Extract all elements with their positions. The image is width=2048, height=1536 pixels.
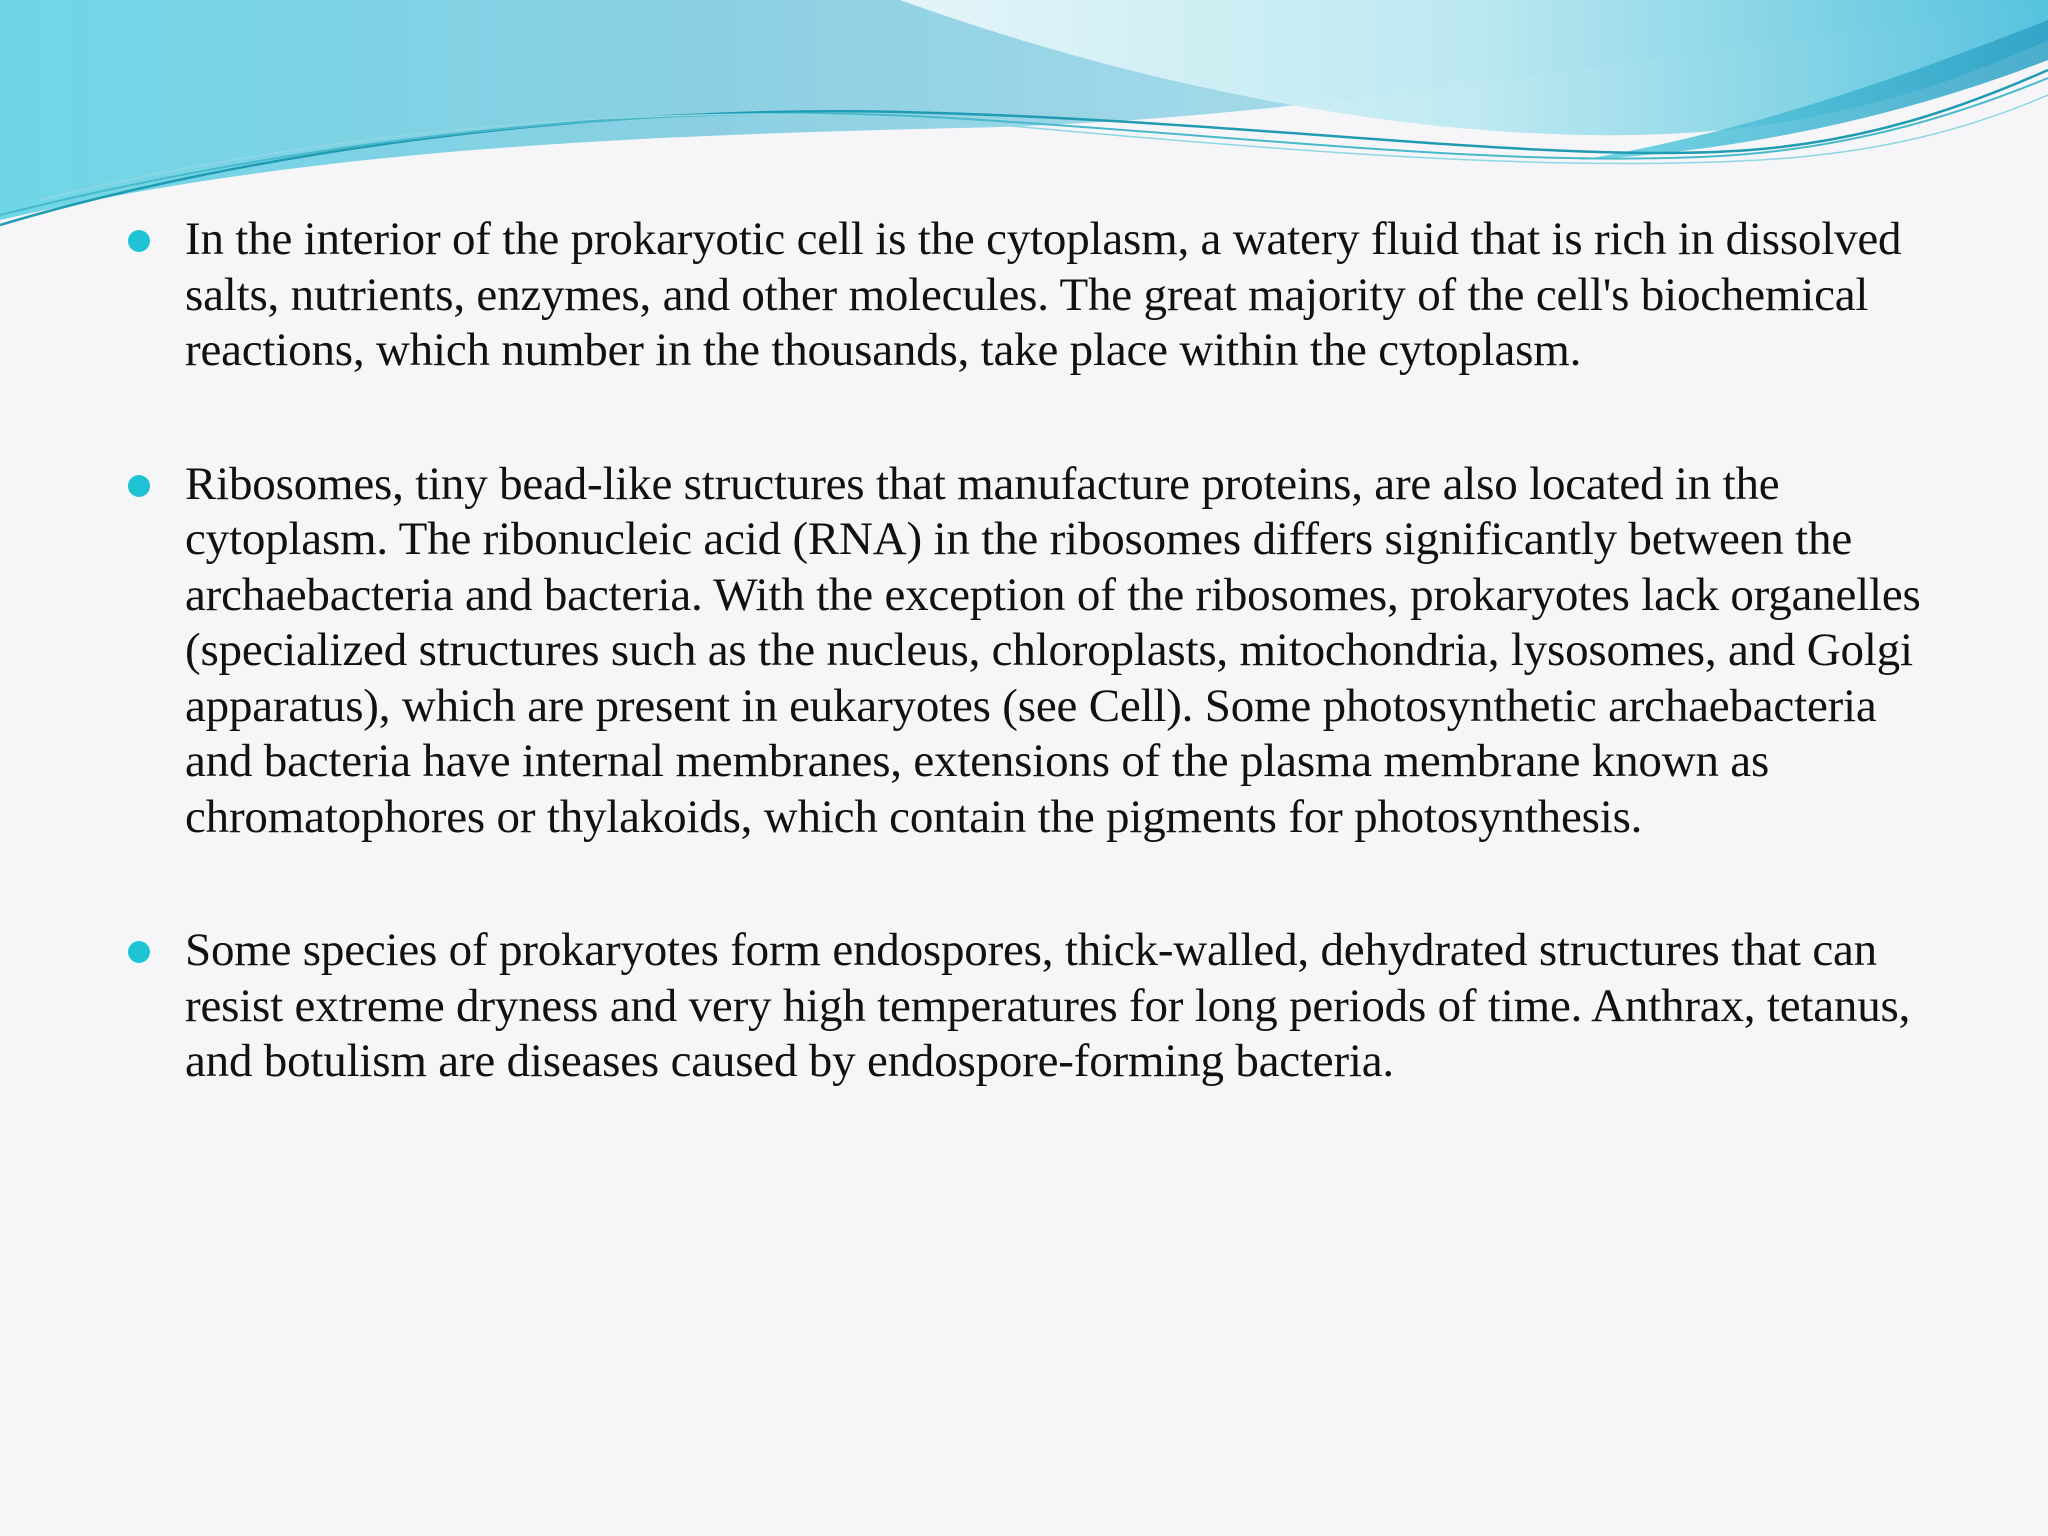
bullet-list	[0, 212, 2048, 1168]
bullet-dot-icon	[128, 475, 150, 497]
header-wave-decoration	[0, 0, 2048, 240]
bullet-item	[0, 457, 1925, 846]
bullet-dot-icon	[128, 230, 150, 252]
bullet-dot-icon	[128, 941, 150, 963]
bullet-text: In the interior of the prokaryotic cell is the cytoplasm, a watery fluid that is rich in dissolved salts, nutrients, enzymes, and other molecules. The great majority of the cell's biochemical reactions, which number in the thousands, take place within the cytoplasm.	[185, 213, 1902, 376]
bullet-text: Some species of prokaryotes form endospores, thick-walled, dehydrated structures that can resist extreme dryness and very high temperatures for long periods of time. Anthrax, tetanus, and botulism are diseases caused by endospore-forming bacteria.	[185, 924, 1911, 1087]
bullet-item	[0, 212, 1925, 379]
bullet-item	[0, 923, 1925, 1090]
bullet-text: Ribosomes, tiny bead-like structures that manufacture proteins, are also located in the cytoplasm. The ribonucleic acid (RNA) in the ribosomes differs significantly between the archaebacteria and bacteria. With the exception of the ribosomes, prokaryotes lack organelles (specialized structures such as the nucleus, chloroplasts, mitochondria, lysosomes, and Golgi apparatus), which are present in eukaryotes (see Cell). Some photosynthetic archaebacteria and bacteria have internal membranes, extensions of the plasma membrane known as chromatophores or thylakoids, which contain the pigments for photosynthesis.	[185, 457, 1921, 843]
